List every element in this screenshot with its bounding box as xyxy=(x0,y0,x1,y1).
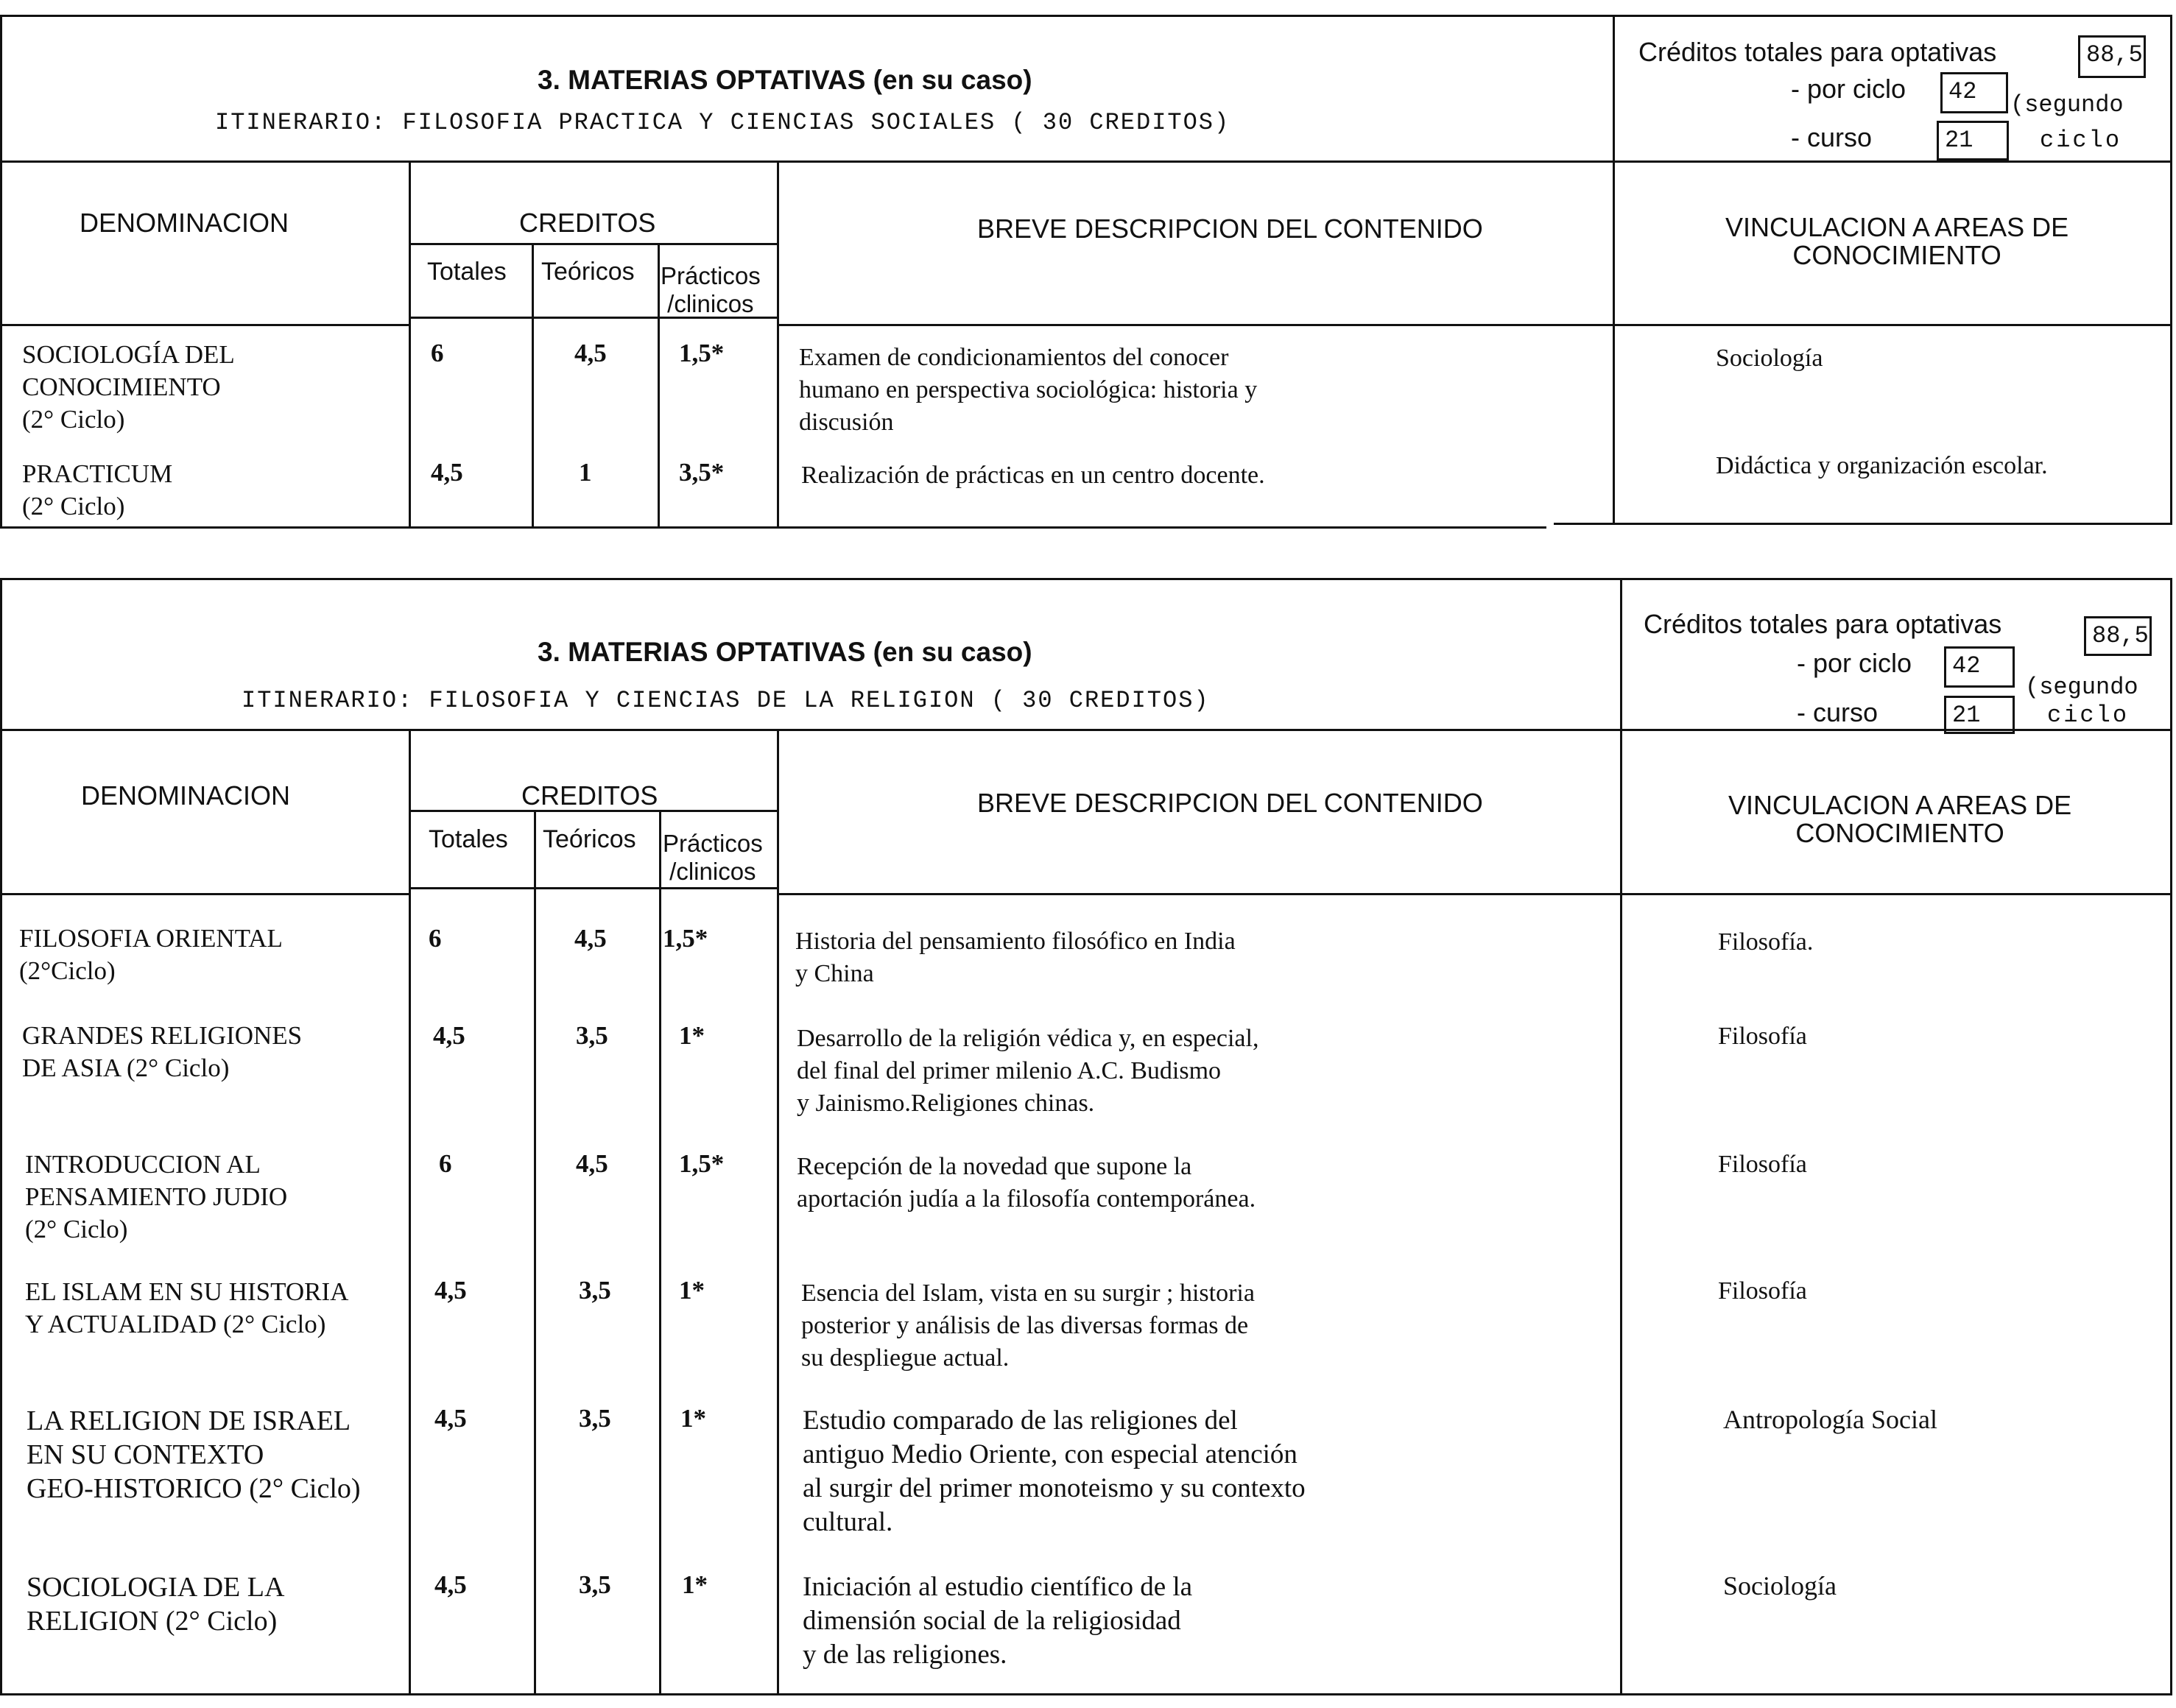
row-area: Sociología xyxy=(1723,1571,1837,1601)
divider xyxy=(777,893,1620,895)
row-descripcion: Historia del pensamiento filosófico en India y China xyxy=(795,928,1236,987)
header-descripcion: BREVE DESCRIPCION DEL CONTENIDO xyxy=(977,788,1483,818)
por-ciclo-box xyxy=(1940,72,2008,113)
header-totales: Totales xyxy=(429,825,508,853)
por-ciclo-label: - por ciclo xyxy=(1791,74,1906,104)
row-practicos: 1* xyxy=(679,1276,705,1305)
divider xyxy=(2170,15,2172,525)
row-totales: 4,5 xyxy=(434,1404,467,1433)
row-totales: 4,5 xyxy=(434,1276,467,1305)
row-practicos: 1* xyxy=(680,1404,706,1433)
total-credits-box xyxy=(2078,35,2146,78)
divider xyxy=(0,324,409,326)
divider xyxy=(0,15,2,529)
row-practicos: 1,5* xyxy=(679,339,725,367)
row-descripcion: Recepción de la novedad que supone la aportación judía a la filosofía contemporánea. xyxy=(797,1153,1256,1213)
curso-value: 21 xyxy=(1945,127,1973,154)
por-ciclo-label: - por ciclo xyxy=(1797,648,1912,678)
row-teoricos: 4,5 xyxy=(574,924,607,953)
divider xyxy=(409,887,777,889)
row-practicos: 1* xyxy=(679,1021,705,1050)
optativas-section-2 xyxy=(0,578,2176,1701)
ciclo-note: (segundo xyxy=(2025,674,2138,701)
divider xyxy=(532,243,534,529)
row-name: SOCIOLOGÍA DEL CONOCIMIENTO (2° Ciclo) xyxy=(22,340,235,434)
itinerary-label: ITINERARIO: FILOSOFIA Y CIENCIAS DE LA RELIGION ( 30 CREDITOS) xyxy=(242,687,1210,714)
row-area: Filosofía xyxy=(1718,1151,1807,1178)
row-area: Filosofía. xyxy=(1718,928,1814,956)
row-teoricos: 3,5 xyxy=(576,1021,608,1050)
row-name: EL ISLAM EN SU HISTORIA Y ACTUALIDAD (2° Ciclo) xyxy=(25,1277,349,1338)
curso-box xyxy=(1944,696,2015,734)
divider xyxy=(0,729,2172,731)
divider xyxy=(0,893,409,895)
header-vinculacion: VINCULACION A AREAS DE CONOCIMIENTO xyxy=(1728,790,2072,848)
row-descripcion: Examen de condicionamientos del conocer humano en perspectiva sociológica: historia y discusión xyxy=(799,344,1258,436)
divider xyxy=(409,729,411,1695)
credits-total-label: Créditos totales para optativas xyxy=(1644,609,2002,639)
header-creditos: CREDITOS xyxy=(521,780,658,811)
row-practicos: 1* xyxy=(682,1570,708,1599)
row-practicos: 1,5* xyxy=(679,1149,725,1178)
ciclo-note-2: ciclo xyxy=(2040,127,2122,154)
total-credits-box xyxy=(2084,616,2152,656)
row-descripcion: Desarrollo de la religión védica y, en especial, del final del primer milenio A.C. Budismo y Jainismo.Religiones chinas. xyxy=(797,1025,1259,1117)
header-denominacion: DENOMINACION xyxy=(80,208,289,238)
divider xyxy=(1554,523,2172,525)
divider xyxy=(409,160,411,529)
row-name: SOCIOLOGIA DE LA RELIGION (2° Ciclo) xyxy=(27,1572,285,1637)
divider xyxy=(1620,893,2172,895)
header-teoricos: Teóricos xyxy=(541,258,635,286)
divider xyxy=(534,810,536,1695)
por-ciclo-box xyxy=(1944,646,2015,688)
row-descripcion: Realización de prácticas en un centro docente. xyxy=(801,462,1265,489)
header-teoricos: Teóricos xyxy=(543,825,636,853)
row-area: Filosofía xyxy=(1718,1277,1807,1305)
row-area: Didáctica y organización escolar. xyxy=(1716,452,2048,479)
header-vinculacion: VINCULACION A AREAS DE CONOCIMIENTO xyxy=(1725,212,2069,270)
divider xyxy=(777,160,779,529)
row-name: FILOSOFIA ORIENTAL (2°Ciclo) xyxy=(19,924,283,985)
header-denominacion: DENOMINACION xyxy=(81,780,291,811)
row-teoricos: 3,5 xyxy=(579,1404,611,1433)
row-totales: 4,5 xyxy=(431,458,463,487)
divider xyxy=(1613,15,1615,525)
divider xyxy=(0,526,1546,529)
divider xyxy=(0,15,2172,17)
divider xyxy=(777,729,779,1695)
row-name: LA RELIGION DE ISRAEL EN SU CONTEXTO GEO-HISTORICO (2° Ciclo) xyxy=(27,1405,361,1504)
row-teoricos: 3,5 xyxy=(579,1276,611,1305)
row-totales: 6 xyxy=(429,924,442,953)
total-credits-value: 88,5 xyxy=(2092,622,2149,649)
row-totales: 4,5 xyxy=(434,1570,467,1599)
divider xyxy=(0,578,2,1695)
optativas-section-1 xyxy=(0,15,2176,530)
header-practicos: Prácticos /clinicos xyxy=(661,262,761,317)
row-teoricos: 3,5 xyxy=(579,1570,611,1599)
row-totales: 6 xyxy=(431,339,444,367)
row-teoricos: 4,5 xyxy=(574,339,607,367)
curso-label: - curso xyxy=(1791,122,1873,152)
row-area: Filosofía xyxy=(1718,1023,1807,1050)
por-ciclo-value: 42 xyxy=(1952,652,1981,680)
credits-total-label: Créditos totales para optativas xyxy=(1638,37,1997,67)
header-creditos: CREDITOS xyxy=(519,208,656,238)
row-name: PRACTICUM (2° Ciclo) xyxy=(22,459,173,520)
divider xyxy=(2170,578,2172,1695)
row-totales: 4,5 xyxy=(433,1021,465,1050)
itinerary-label: ITINERARIO: FILOSOFIA PRACTICA Y CIENCIAS SOCIALES ( 30 CREDITOS) xyxy=(215,109,1230,136)
row-descripcion: Iniciación al estudio científico de la dimensión social de la religiosidad y de las religiones. xyxy=(803,1572,1193,1670)
divider xyxy=(0,160,2172,163)
row-practicos: 1,5* xyxy=(663,924,708,953)
ciclo-note: (segundo xyxy=(2010,91,2124,119)
curso-box xyxy=(1937,121,2009,160)
row-teoricos: 4,5 xyxy=(576,1149,608,1178)
divider xyxy=(409,243,777,245)
row-practicos: 3,5* xyxy=(679,458,725,487)
divider xyxy=(777,324,1616,326)
divider xyxy=(0,1693,2172,1695)
row-totales: 6 xyxy=(439,1149,452,1178)
divider xyxy=(0,578,2172,580)
row-area: Antropología Social xyxy=(1723,1405,1937,1434)
header-totales: Totales xyxy=(427,258,507,286)
row-descripcion: Esencia del Islam, vista en su surgir ; historia posterior y análisis de las diversas formas de su despliegue actual. xyxy=(801,1280,1255,1372)
row-name: GRANDES RELIGIONES DE ASIA (2° Ciclo) xyxy=(22,1021,303,1082)
divider xyxy=(1620,578,1622,1695)
divider xyxy=(1613,324,2172,326)
ciclo-note-2: ciclo xyxy=(2047,702,2130,729)
row-name: INTRODUCCION AL PENSAMIENTO JUDIO (2° Ciclo) xyxy=(25,1150,288,1243)
header-practicos: Prácticos /clinicos xyxy=(663,830,763,885)
header-descripcion: BREVE DESCRIPCION DEL CONTENIDO xyxy=(977,214,1483,244)
divider xyxy=(658,243,660,529)
por-ciclo-value: 42 xyxy=(1948,78,1977,105)
total-credits-value: 88,5 xyxy=(2086,41,2143,68)
divider xyxy=(659,810,661,1695)
curso-label: - curso xyxy=(1797,697,1879,727)
section-title: 3. MATERIAS OPTATIVAS (en su caso) xyxy=(538,637,1032,667)
section-title: 3. MATERIAS OPTATIVAS (en su caso) xyxy=(538,65,1032,95)
curso-value: 21 xyxy=(1952,702,1981,729)
row-area: Sociología xyxy=(1716,345,1823,372)
row-descripcion: Estudio comparado de las religiones del antiguo Medio Oriente, con especial atención al surgir del primer monoteismo y su contexto cultural. xyxy=(803,1405,1306,1537)
row-teoricos: 1 xyxy=(579,458,592,487)
